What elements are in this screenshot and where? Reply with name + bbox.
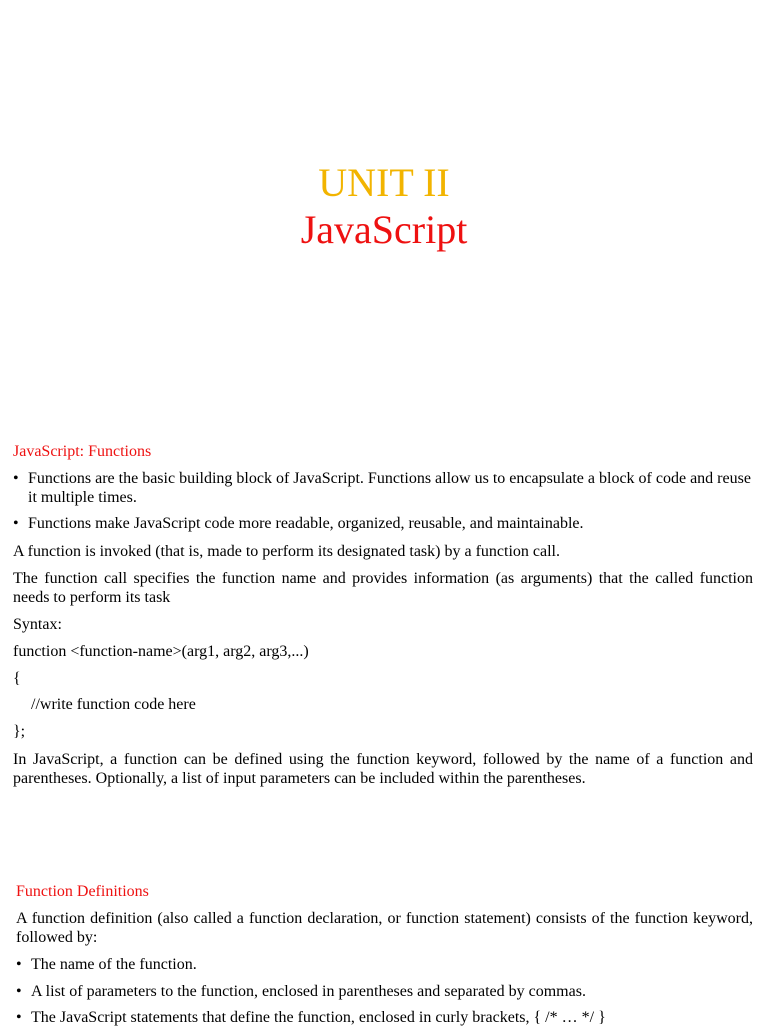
list-item xyxy=(16,982,753,1001)
title-slide xyxy=(0,0,768,420)
list-item xyxy=(16,1008,753,1027)
list-item xyxy=(13,514,753,533)
paragraph-defined: In JavaScript, a function can be defined using the function keyword, followed by the name of a function and parentheses. Optionally, a list of input parameters can be included within the parentheses. xyxy=(13,751,753,787)
brace-close: }; xyxy=(13,723,26,740)
syntax-line: function <function-name>(arg1, arg2, arg3,...) xyxy=(13,643,309,660)
bullet-icon: • xyxy=(16,1009,22,1026)
slide-title: UNIT II xyxy=(318,160,450,205)
bullet-icon: • xyxy=(13,515,19,532)
paragraph-call: The function call specifies the function name and provides information (as arguments) that the called function needs to perform its task xyxy=(13,570,753,606)
syntax-label: Syntax: xyxy=(13,616,62,633)
bullet-text: The JavaScript statements that define the function, enclosed in curly brackets, { /* … */ } xyxy=(31,1009,606,1026)
functions-slide xyxy=(0,436,768,816)
bullet-icon: • xyxy=(13,470,19,487)
definitions-slide xyxy=(0,876,768,1024)
definitions-heading: Function Definitions xyxy=(16,883,149,900)
bullet-text: Functions are the basic building block of JavaScript. Functions allow us to encapsulate a block of code and reuse it multiple times. xyxy=(28,470,751,506)
bullet-text: A list of parameters to the function, enclosed in parentheses and separated by commas. xyxy=(31,983,586,1000)
bullet-icon: • xyxy=(16,956,22,973)
slide-subtitle: JavaScript xyxy=(300,207,468,252)
paragraph-intro: A function definition (also called a function declaration, or function statement) consists of the function keyword, followed by: xyxy=(16,910,753,946)
comment-line: //write function code here xyxy=(31,696,196,713)
functions-heading: JavaScript: Functions xyxy=(13,443,152,460)
list-item xyxy=(13,469,753,507)
bullet-text: The name of the function. xyxy=(31,956,197,973)
brace-open: { xyxy=(13,670,21,687)
bullet-icon: • xyxy=(16,983,22,1000)
paragraph-invoked: A function is invoked (that is, made to perform its designated task) by a function call. xyxy=(13,543,560,560)
bullet-text: Functions make JavaScript code more readable, organized, reusable, and maintainable. xyxy=(28,515,584,532)
list-item xyxy=(16,955,753,974)
